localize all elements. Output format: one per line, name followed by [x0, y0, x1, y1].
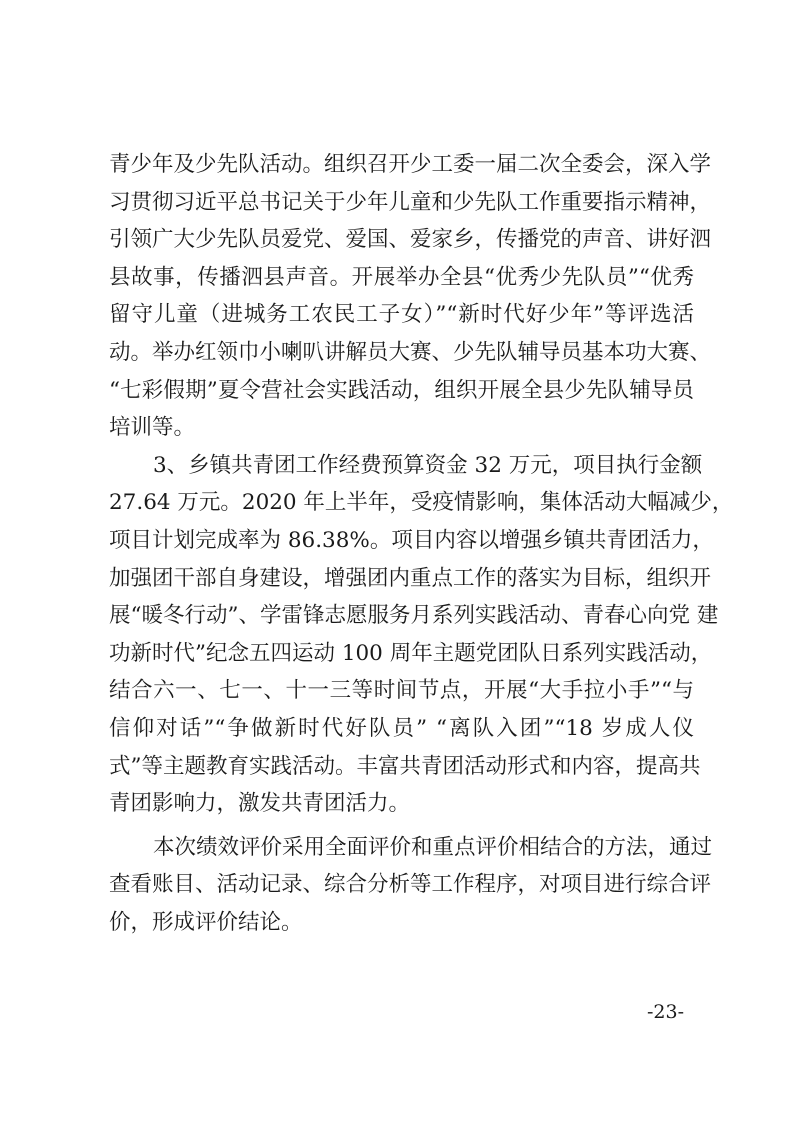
text-line: 本次绩效评价采用全面评价和重点评价相结合的方法，通过 — [153, 834, 713, 860]
text-line: 式”等主题教育实践活动。丰富共青团活动形式和内容，提高共 — [109, 753, 701, 779]
text-line: 3、乡镇共青团工作经费预算资金 32 万元，项目执行金额 — [153, 452, 703, 478]
paragraph-township-youth-league — [109, 447, 734, 823]
paragraph-evaluation-method — [109, 829, 713, 942]
page-number: -23- — [647, 1001, 685, 1023]
text-line: 价，形成评价结论。 — [109, 909, 303, 935]
text-line: 27.64 万元。2020 年上半年，受疫情影响，集体活动大幅减少， — [109, 490, 734, 516]
text-line: 引领广大少先队员爱党、爱国、爱家乡，传播党的声音、讲好泗 — [109, 227, 712, 253]
text-line: 习贯彻习近平总书记关于少年儿童和少先队工作重要指示精神， — [109, 189, 712, 215]
text-line: 加强团干部自身建设，增强团内重点工作的落实为目标，组织开 — [109, 565, 712, 591]
text-line: 项目计划完成率为 86.38%。项目内容以增强乡镇共青团活力， — [109, 527, 714, 553]
text-line: 青少年及少先队活动。组织召开少工委一届二次全委会，深入学 — [109, 152, 712, 177]
text-line: 功新时代”纪念五四运动 100 周年主题党团队日系列实践活动， — [109, 640, 713, 666]
text-line: 青团影响力，激发共青团活力。 — [109, 791, 411, 817]
text-line: 县故事，传播泗县声音。开展举办全县“优秀少先队员”“优秀 — [109, 264, 694, 290]
paragraph-continuation — [109, 146, 712, 447]
text-line: 培训等。 — [109, 415, 196, 441]
body-text — [109, 146, 734, 941]
text-line: 结合六一、七一、十一三等时间节点，开展“大手拉小手”“与 — [109, 678, 694, 704]
text-line: 信仰对话”“争做新时代好队员” “离队入团”“18 岁成人仪 — [109, 715, 694, 741]
text-line: 展“暖冬行动”、学雷锋志愿服务月系列实践活动、青春心向党 建 — [109, 603, 719, 629]
text-line: 动。举办红领巾小喇叭讲解员大赛、少先队辅导员基本功大赛、 — [109, 339, 712, 365]
text-line: 查看账目、活动记录、综合分析等工作程序，对项目进行综合评 — [109, 872, 712, 898]
text-line: 留守儿童（进城务工农民工子女）”“新时代好少年”等评选活 — [109, 302, 694, 328]
text-line: “七彩假期”夏令营社会实践活动，组织开展全县少先队辅导员 — [109, 377, 694, 403]
